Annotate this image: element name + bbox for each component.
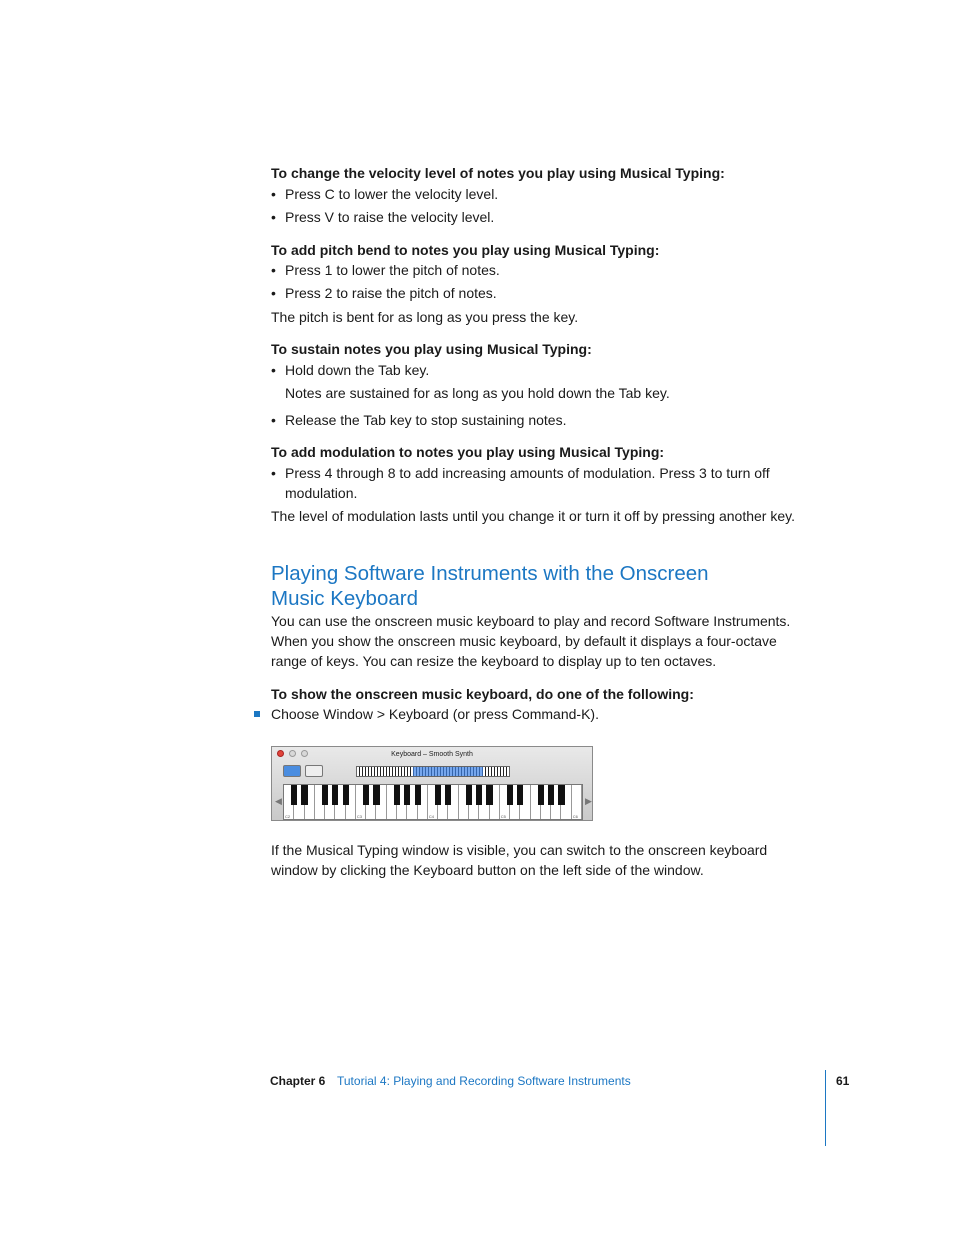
octave-range-selector [356,766,510,777]
footer-divider [825,1070,826,1146]
keyboard-mode-icon [283,765,301,777]
intro-line-3: range of keys. You can resize the keyboard to display up to ten octaves. [271,653,717,669]
scroll-left-arrow-icon: ◀ [275,796,282,806]
black-key [558,785,564,805]
bullet: • [271,186,276,202]
sustain-heading: To sustain notes you play using Musical Typing: [271,341,592,357]
closing-line-1: If the Musical Typing window is visible, you can switch to the onscreen keyboard [271,842,768,858]
velocity-item-1: Press C to lower the velocity level. [285,186,499,202]
black-key [332,785,338,805]
black-key [291,785,297,805]
pitch-heading: To add pitch bend to notes you play using Musical Typing: [271,242,660,258]
pitch-note: The pitch is bent for as long as you press the key. [271,309,579,325]
modulation-item-line-1: Press 4 through 8 to add increasing amounts of modulation. Press 3 to turn off [285,465,770,481]
show-keyboard-heading: To show the onscreen music keyboard, do one of the following: [271,686,694,702]
pitch-item-2: Press 2 to raise the pitch of notes. [285,285,497,301]
bullet: • [271,209,276,225]
octave-label: C4 [428,814,434,819]
show-keyboard-item: Choose Window > Keyboard (or press Command-K). [271,706,599,722]
octave-label: C5 [500,814,506,819]
piano-keys [283,784,583,820]
footer-chapter-title: Tutorial 4: Playing and Recording Software Instruments [337,1074,631,1088]
intro-line-2: When you show the onscreen music keyboard, by default it displays a four-octave [271,633,777,649]
section-heading-line-2: Music Keyboard [271,587,418,610]
sustain-item-1: Hold down the Tab key. [285,362,430,378]
musical-typing-mode-icon [305,765,323,777]
closing-line-2: window by clicking the Keyboard button on the left side of the window. [271,862,704,878]
black-key [476,785,482,805]
bullet: • [271,285,276,301]
black-key [301,785,307,805]
black-key [507,785,513,805]
bullet: • [271,465,276,481]
velocity-heading: To change the velocity level of notes you play using Musical Typing: [271,165,725,181]
modulation-item-line-2: modulation. [285,485,358,501]
bullet: • [271,262,276,278]
sustain-item-2: Release the Tab key to stop sustaining notes. [285,412,567,428]
black-key [466,785,472,805]
modulation-note: The level of modulation lasts until you change it or turn it off by pressing another key. [271,508,795,524]
pitch-item-1: Press 1 to lower the pitch of notes. [285,262,500,278]
intro-line-1: You can use the onscreen music keyboard to play and record Software Instruments. [271,613,791,629]
black-key [445,785,451,805]
visible-range-highlight [413,767,483,776]
black-key [343,785,349,805]
keyboard-window-screenshot [271,746,593,821]
octave-label: C6 [572,814,578,819]
bullet: • [271,412,276,428]
scroll-right-arrow-icon: ▶ [585,796,592,806]
section-heading-line-1: Playing Software Instruments with the Onscreen [271,562,709,585]
modulation-heading: To add modulation to notes you play using Musical Typing: [271,444,665,460]
page-number: 61 [836,1074,850,1088]
black-key [435,785,441,805]
black-key [363,785,369,805]
black-key [415,785,421,805]
velocity-item-2: Press V to raise the velocity level. [285,209,495,225]
black-key [394,785,400,805]
octave-label: C3 [356,814,363,819]
black-key [538,785,544,805]
bullet: • [271,362,276,378]
black-key [548,785,554,805]
octave-label: C2 [285,814,291,819]
footer-chapter: Chapter 6 [270,1074,326,1088]
black-key [322,785,328,805]
black-key [404,785,410,805]
keyboard-window-title: Keyboard – Smooth Synth [391,751,473,758]
square-bullet-icon [254,711,260,717]
black-key [373,785,379,805]
sustain-item-1-sub: Notes are sustained for as long as you hold down the Tab key. [285,385,670,401]
black-key [486,785,492,805]
black-key [517,785,523,805]
